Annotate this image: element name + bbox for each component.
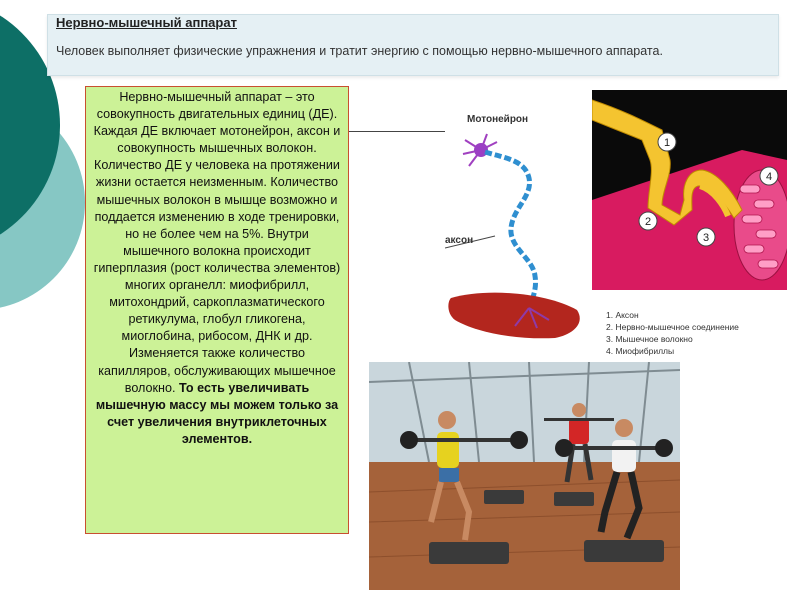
body-regular: Нервно-мышечный аппарат – это совокупность двигательных единиц (ДЕ). Каждая ДЕ включает мотонейрон, аксон и совокупность мышечных волокон. Количество ДЕ у человека на протяжении жизни остается неизменным. Количество мышечных волокон в мышце возможно и поддается изменению в ходе тренировки, но не более чем на 5%. Внутри мышечного волокна происходит гиперплазия (рост количества элементов) многих органелл: миофибрилл, митохондрий, саркоплазматического ретикулума, глобул гликогена, миоглобина, рибосом, ДНК и др. Изменяется также количество капилляров, обслуживающих мышечное волокно. — [93, 90, 341, 395]
header-box — [47, 14, 779, 76]
text-box — [85, 86, 349, 534]
svg-text:1: 1 — [663, 137, 671, 149]
svg-text:3: 3 — [702, 232, 710, 244]
svg-text:4: 4 — [765, 171, 773, 183]
legend-item: 4. Миофибриллы — [606, 346, 675, 356]
motoneuron-diagram — [445, 88, 597, 358]
axon-label: аксон — [445, 235, 474, 246]
motoneuron-illustration — [445, 88, 597, 358]
body-text — [92, 89, 342, 448]
connector-line — [349, 131, 445, 132]
svg-text:2: 2 — [644, 216, 652, 228]
body-conclusion: То есть увеличивать мышечную массу мы можем только за счет увеличения внутриклеточных элементов. — [95, 380, 339, 446]
marker-1 — [658, 133, 676, 151]
legend-item: 3. Мышечное волокно — [606, 334, 693, 344]
motoneuron-label: Мотонейрон — [467, 114, 529, 125]
marker-4 — [760, 167, 778, 185]
muscle-shape — [448, 293, 579, 339]
marker-3 — [697, 228, 715, 246]
marker-2 — [639, 212, 657, 230]
axon-path — [485, 152, 536, 308]
junction-legend — [606, 309, 739, 357]
junction-zoom — [592, 90, 787, 290]
neuron-body — [463, 134, 497, 166]
slide-subtitle: Человек выполняет физические упражнения и тратит энергию с помощью нервно-мышечного аппарата. — [56, 44, 663, 58]
slide-title: Нервно-мышечный аппарат — [56, 15, 237, 30]
gym-photo — [369, 362, 680, 590]
gym-photo-illustration — [369, 362, 680, 590]
legend-item: 1. Аксон — [606, 310, 639, 320]
legend-item: 2. Нервно-мышечное соединение — [606, 322, 739, 332]
